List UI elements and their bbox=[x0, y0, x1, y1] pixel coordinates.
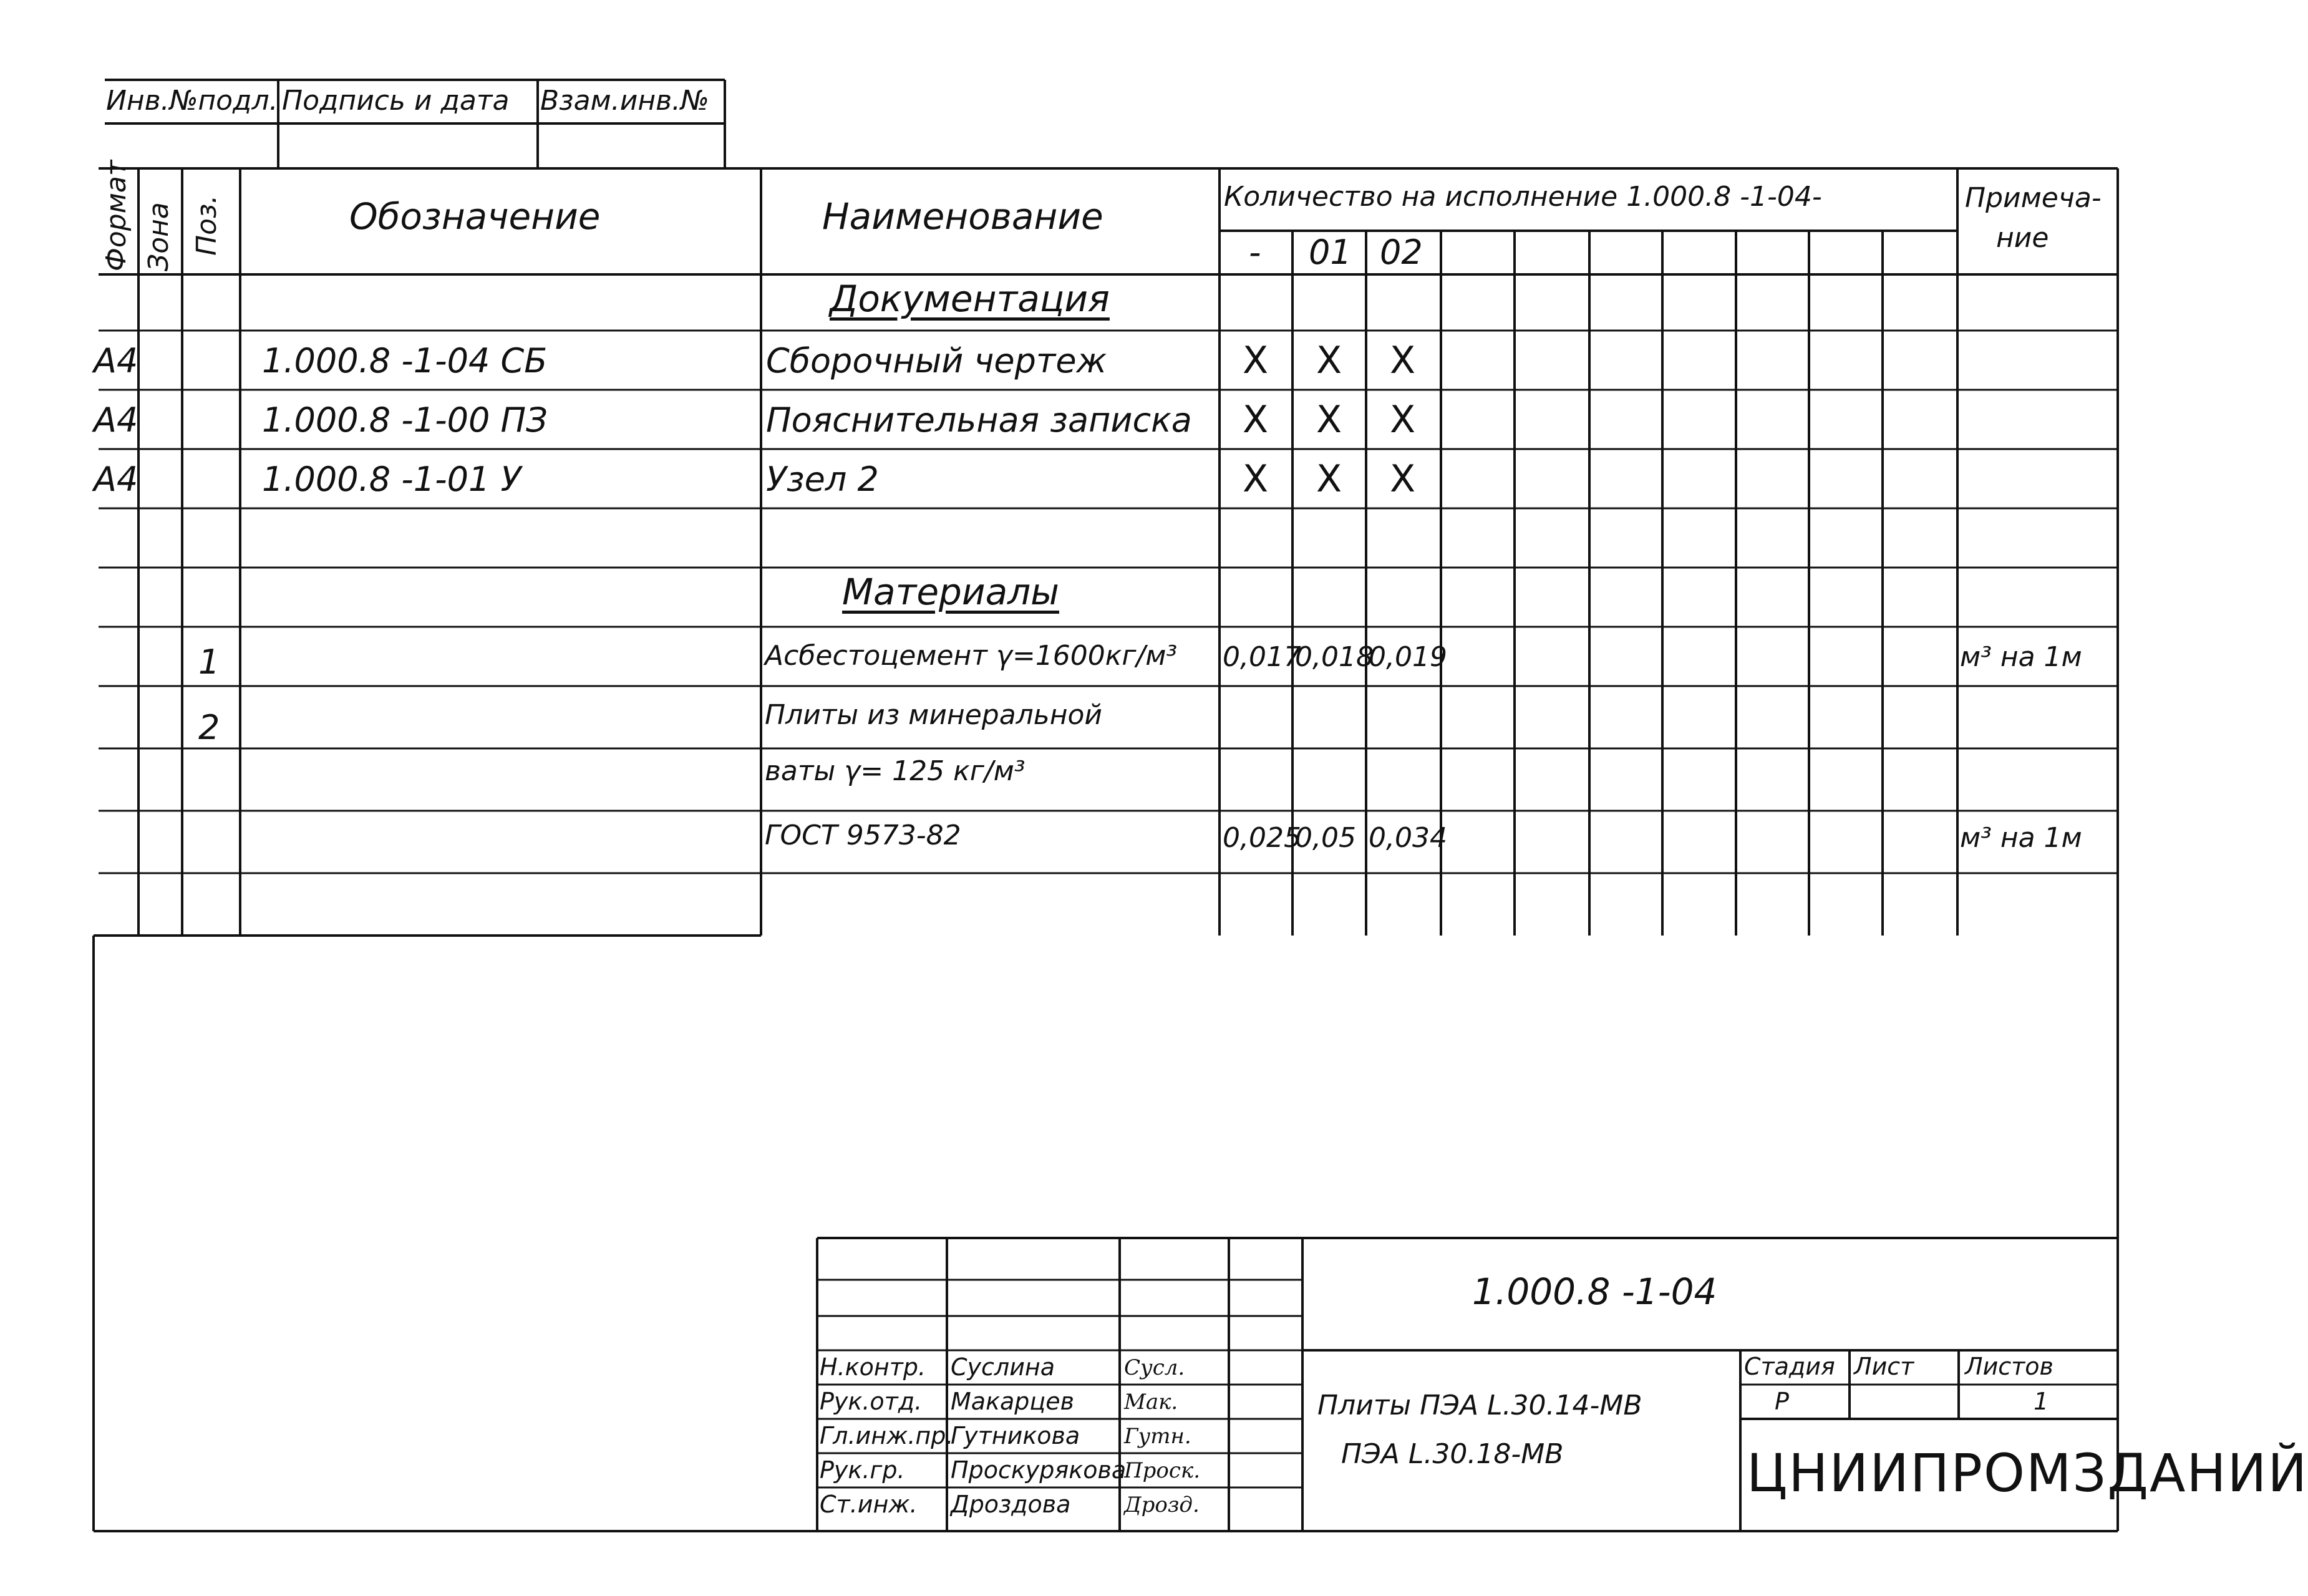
mat-row-2-pos: 2 bbox=[198, 708, 220, 747]
doc-row-1-designation: 1.000.8 -1-04 СБ bbox=[262, 341, 548, 380]
title-line-2: ПЭА L.30.18-МВ bbox=[1341, 1438, 1564, 1470]
header-format: Формат bbox=[100, 160, 132, 271]
organization-name: ЦНИИПРОМЗДАНИЙ bbox=[1747, 1443, 2308, 1504]
mat-row-1-q-01: 0,018 bbox=[1295, 641, 1374, 673]
staff-name-1: Суслина bbox=[951, 1353, 1055, 1381]
staff-role-3: Гл.инж.пр. bbox=[820, 1422, 954, 1449]
doc-row-1-format: А4 bbox=[94, 341, 138, 380]
doc-row-3-q-02: X bbox=[1390, 457, 1416, 501]
title-line-1: Плиты ПЭА L.30.14-МВ bbox=[1317, 1390, 1642, 1421]
staff-sign-4: Проск. bbox=[1124, 1458, 1201, 1483]
header-oboznachenie: Обозначение bbox=[349, 195, 601, 238]
doc-row-3-q-01: X bbox=[1316, 457, 1342, 501]
mat-row-4-note: м³ на 1м bbox=[1960, 822, 2082, 854]
doc-row-3-format: А4 bbox=[94, 460, 138, 499]
staff-sign-2: Мак. bbox=[1124, 1390, 1178, 1415]
doc-row-3-q-base: X bbox=[1243, 457, 1269, 501]
header-primechanie-2: ние bbox=[1996, 222, 2049, 254]
doc-row-2-q-01: X bbox=[1316, 398, 1342, 442]
header-naimenovanie: Наименование bbox=[822, 195, 1103, 238]
staff-name-3: Гутникова bbox=[951, 1422, 1080, 1449]
mat-row-1-q-02: 0,019 bbox=[1369, 641, 1447, 673]
doc-row-3-name: Узел 2 bbox=[766, 460, 879, 499]
mat-row-2-name: Плиты из минеральной bbox=[765, 699, 1102, 731]
list-label: Лист bbox=[1854, 1353, 1914, 1380]
header-primechanie-1: Примеча- bbox=[1965, 182, 2102, 214]
title-block-code: 1.000.8 -1-04 bbox=[1472, 1270, 1717, 1313]
stamp-inv-podl: Инв.№подл. bbox=[106, 85, 278, 117]
staff-name-2: Макарцев bbox=[951, 1388, 1075, 1415]
mat-row-4-q-01: 0,05 bbox=[1295, 822, 1356, 854]
doc-row-2-designation: 1.000.8 -1-00 ПЗ bbox=[262, 400, 548, 440]
stamp-vzam-inv: Взам.инв.№ bbox=[540, 85, 709, 117]
header-variant-base: - bbox=[1249, 233, 1261, 272]
doc-row-2-format: А4 bbox=[94, 400, 138, 440]
staff-sign-3: Гутн. bbox=[1124, 1424, 1191, 1449]
staff-role-5: Ст.инж. bbox=[820, 1491, 918, 1518]
doc-row-1-name: Сборочный чертеж bbox=[766, 341, 1107, 380]
staff-role-2: Рук.отд. bbox=[820, 1388, 923, 1415]
doc-row-1-q-base: X bbox=[1243, 339, 1269, 382]
doc-row-2-q-base: X bbox=[1243, 398, 1269, 442]
mat-row-4-name: ГОСТ 9573-82 bbox=[765, 820, 961, 851]
section-materials: Материалы bbox=[842, 571, 1059, 613]
staff-name-5: Дроздова bbox=[951, 1491, 1071, 1518]
mat-row-4-q-base: 0,025 bbox=[1223, 822, 1301, 854]
mat-row-4-q-02: 0,034 bbox=[1369, 822, 1447, 854]
doc-row-2-q-02: X bbox=[1390, 398, 1416, 442]
mat-row-1-pos: 1 bbox=[198, 642, 220, 682]
staff-role-4: Рук.гр. bbox=[820, 1456, 905, 1484]
listov-value: 1 bbox=[2034, 1388, 2049, 1415]
doc-row-3-designation: 1.000.8 -1-01 У bbox=[262, 460, 521, 499]
section-documentation: Документация bbox=[830, 278, 1110, 320]
doc-row-2-name: Пояснительная записка bbox=[766, 400, 1192, 440]
stadia-label: Стадия bbox=[1744, 1353, 1835, 1380]
doc-row-1-q-01: X bbox=[1316, 339, 1342, 382]
mat-row-1-note: м³ на 1м bbox=[1960, 641, 2082, 673]
stadia-value: Р bbox=[1775, 1388, 1789, 1415]
doc-row-1-q-02: X bbox=[1390, 339, 1416, 382]
mat-row-3-name: ваты γ= 125 кг/м³ bbox=[765, 755, 1026, 787]
header-kolichestvo: Количество на исполнение 1.000.8 -1-04- bbox=[1224, 181, 1822, 213]
mat-row-1-q-base: 0,017 bbox=[1223, 641, 1301, 673]
mat-row-1-name: Асбестоцемент γ=1600кг/м³ bbox=[765, 640, 1178, 672]
staff-sign-1: Сусл. bbox=[1124, 1355, 1185, 1380]
stamp-podp-data: Подпись и дата bbox=[282, 85, 510, 117]
header-variant-02: 02 bbox=[1380, 233, 1423, 272]
staff-role-1: Н.контр. bbox=[820, 1353, 926, 1381]
header-zona: Зона bbox=[143, 202, 175, 271]
header-poz: Поз. bbox=[191, 195, 223, 256]
staff-sign-5: Дрозд. bbox=[1124, 1492, 1200, 1517]
header-variant-01: 01 bbox=[1309, 233, 1352, 272]
listov-label: Листов bbox=[1965, 1353, 2053, 1380]
staff-name-4: Проскурякова bbox=[951, 1456, 1127, 1484]
